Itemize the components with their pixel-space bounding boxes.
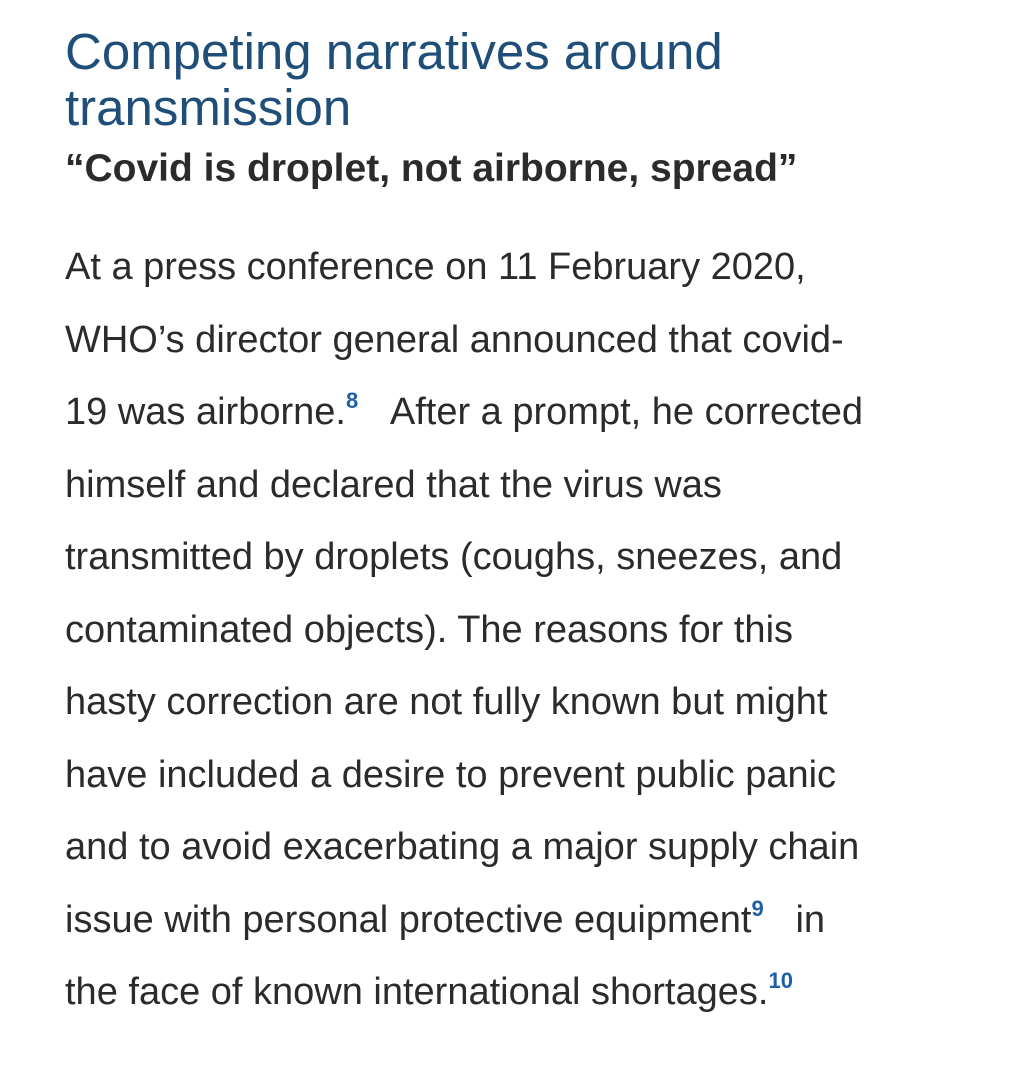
paragraph-line: issue with personal protective equipment$^9$ in (65, 895, 826, 941)
section-heading: Competing narratives around transmission (65, 23, 723, 136)
reference-link-8[interactable]: 8 (345, 388, 359, 413)
sub-heading-quote: “Covid is droplet, not airborne, spread” (65, 147, 798, 190)
paragraph-line: the face of known international shortages.$^{10}$ (65, 968, 793, 1013)
paragraph-line: At a press conference on 11 February 2020, (65, 246, 806, 288)
paragraph-line: transmitted by droplets (coughs, sneezes, and (65, 536, 843, 578)
article (65, 24, 1005, 1029)
reference-link-10[interactable]: 10 (768, 968, 793, 993)
paragraph-line: hasty correction are not fully known but might (65, 681, 828, 723)
paragraph-line: have included a desire to prevent public panic (65, 753, 837, 796)
paragraph-line: himself and declared that the virus was (65, 463, 722, 506)
reference-link-9[interactable]: 9 (751, 895, 764, 921)
body-paragraph (65, 231, 990, 1029)
paragraph-line: 19 was airborne.$^8$ After a prompt, he corrected (65, 388, 863, 433)
paragraph-line: WHO’s director general announced that covid- (65, 318, 844, 361)
paragraph-line: contaminated objects). The reasons for this (65, 608, 794, 651)
paragraph-line: and to avoid exacerbating a major supply chain (65, 826, 860, 868)
